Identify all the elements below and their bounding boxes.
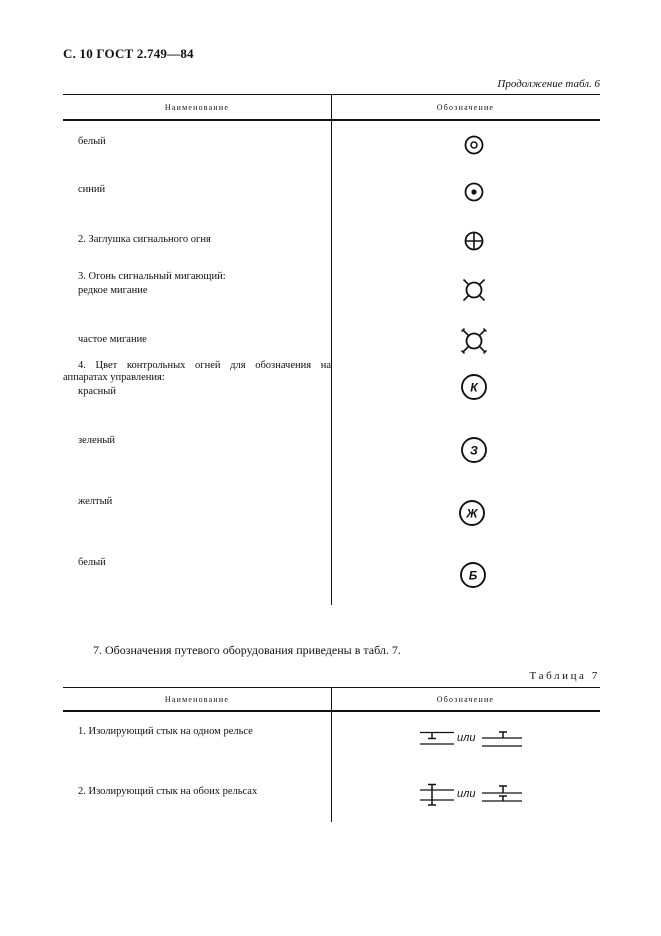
row-control-lights-line2: аппаратах управления: [63,372,165,383]
ring-with-small-circle-icon [463,134,485,156]
row-control-lights-line1: 4. Цвет контрольных огней для обозначения на [78,360,331,371]
paragraph-7: 7. Обозначения путевого оборудования приведены в табл. 7. [93,643,401,657]
row-blinking-light-text: 3. Огонь сигнальный мигающий: [78,271,226,282]
or-label-row1: или [457,732,476,744]
row-frequent-blink-text: частое мигание [78,334,147,345]
letter-k-label: К [470,380,478,395]
table7-col-symbol-header: Обозначение [436,695,495,704]
letter-z-label: З [470,443,478,458]
circle-letter-k-icon [460,373,488,401]
row-yellow-text: желтый [78,496,113,507]
row-plug-text: 2. Заглушка сигнального огня [78,234,211,245]
page-header: С. 10 ГОСТ 2.749—84 [63,46,194,61]
table7-column-divider [331,687,332,822]
row-insulated-joint-one-rail-text: 1. Изолирующий стык на одном рельсе [78,726,253,737]
circle-letter-b-icon [459,561,487,589]
row-rare-blink-text: редкое мигание [78,285,148,296]
row-red-text: красный [78,386,116,397]
row-white-text: белый [78,136,106,147]
row-green-text: зеленый [78,435,116,446]
circle-letter-zh-icon [458,499,486,527]
letter-zh-label: Ж [466,506,478,521]
circle-letter-z-icon [460,436,488,464]
table7-caption: Таблица 7 [529,670,600,682]
table6-column-divider [331,94,332,605]
or-label-row2: или [457,788,476,800]
table6-col-name-header: Наименование [164,103,230,112]
blinking-light-rare-icon [460,276,488,304]
row-control-lights-text [63,360,331,384]
row-blue-text: синий [78,184,106,195]
table6-col-symbol-header: Обозначение [436,103,495,112]
letter-b-label: Б [468,568,478,583]
row-insulated-joint-both-rails-text: 2. Изолирующий стык на обоих рельсах [78,786,258,797]
ring-with-dot-icon [463,181,485,203]
blinking-light-frequent-icon [459,326,489,356]
table-continuation-label: Продолжение табл. 6 [497,78,600,90]
row-white2-text: белый [78,557,106,568]
table7-col-name-header: Наименование [164,695,230,704]
circle-cross-icon [463,230,485,252]
